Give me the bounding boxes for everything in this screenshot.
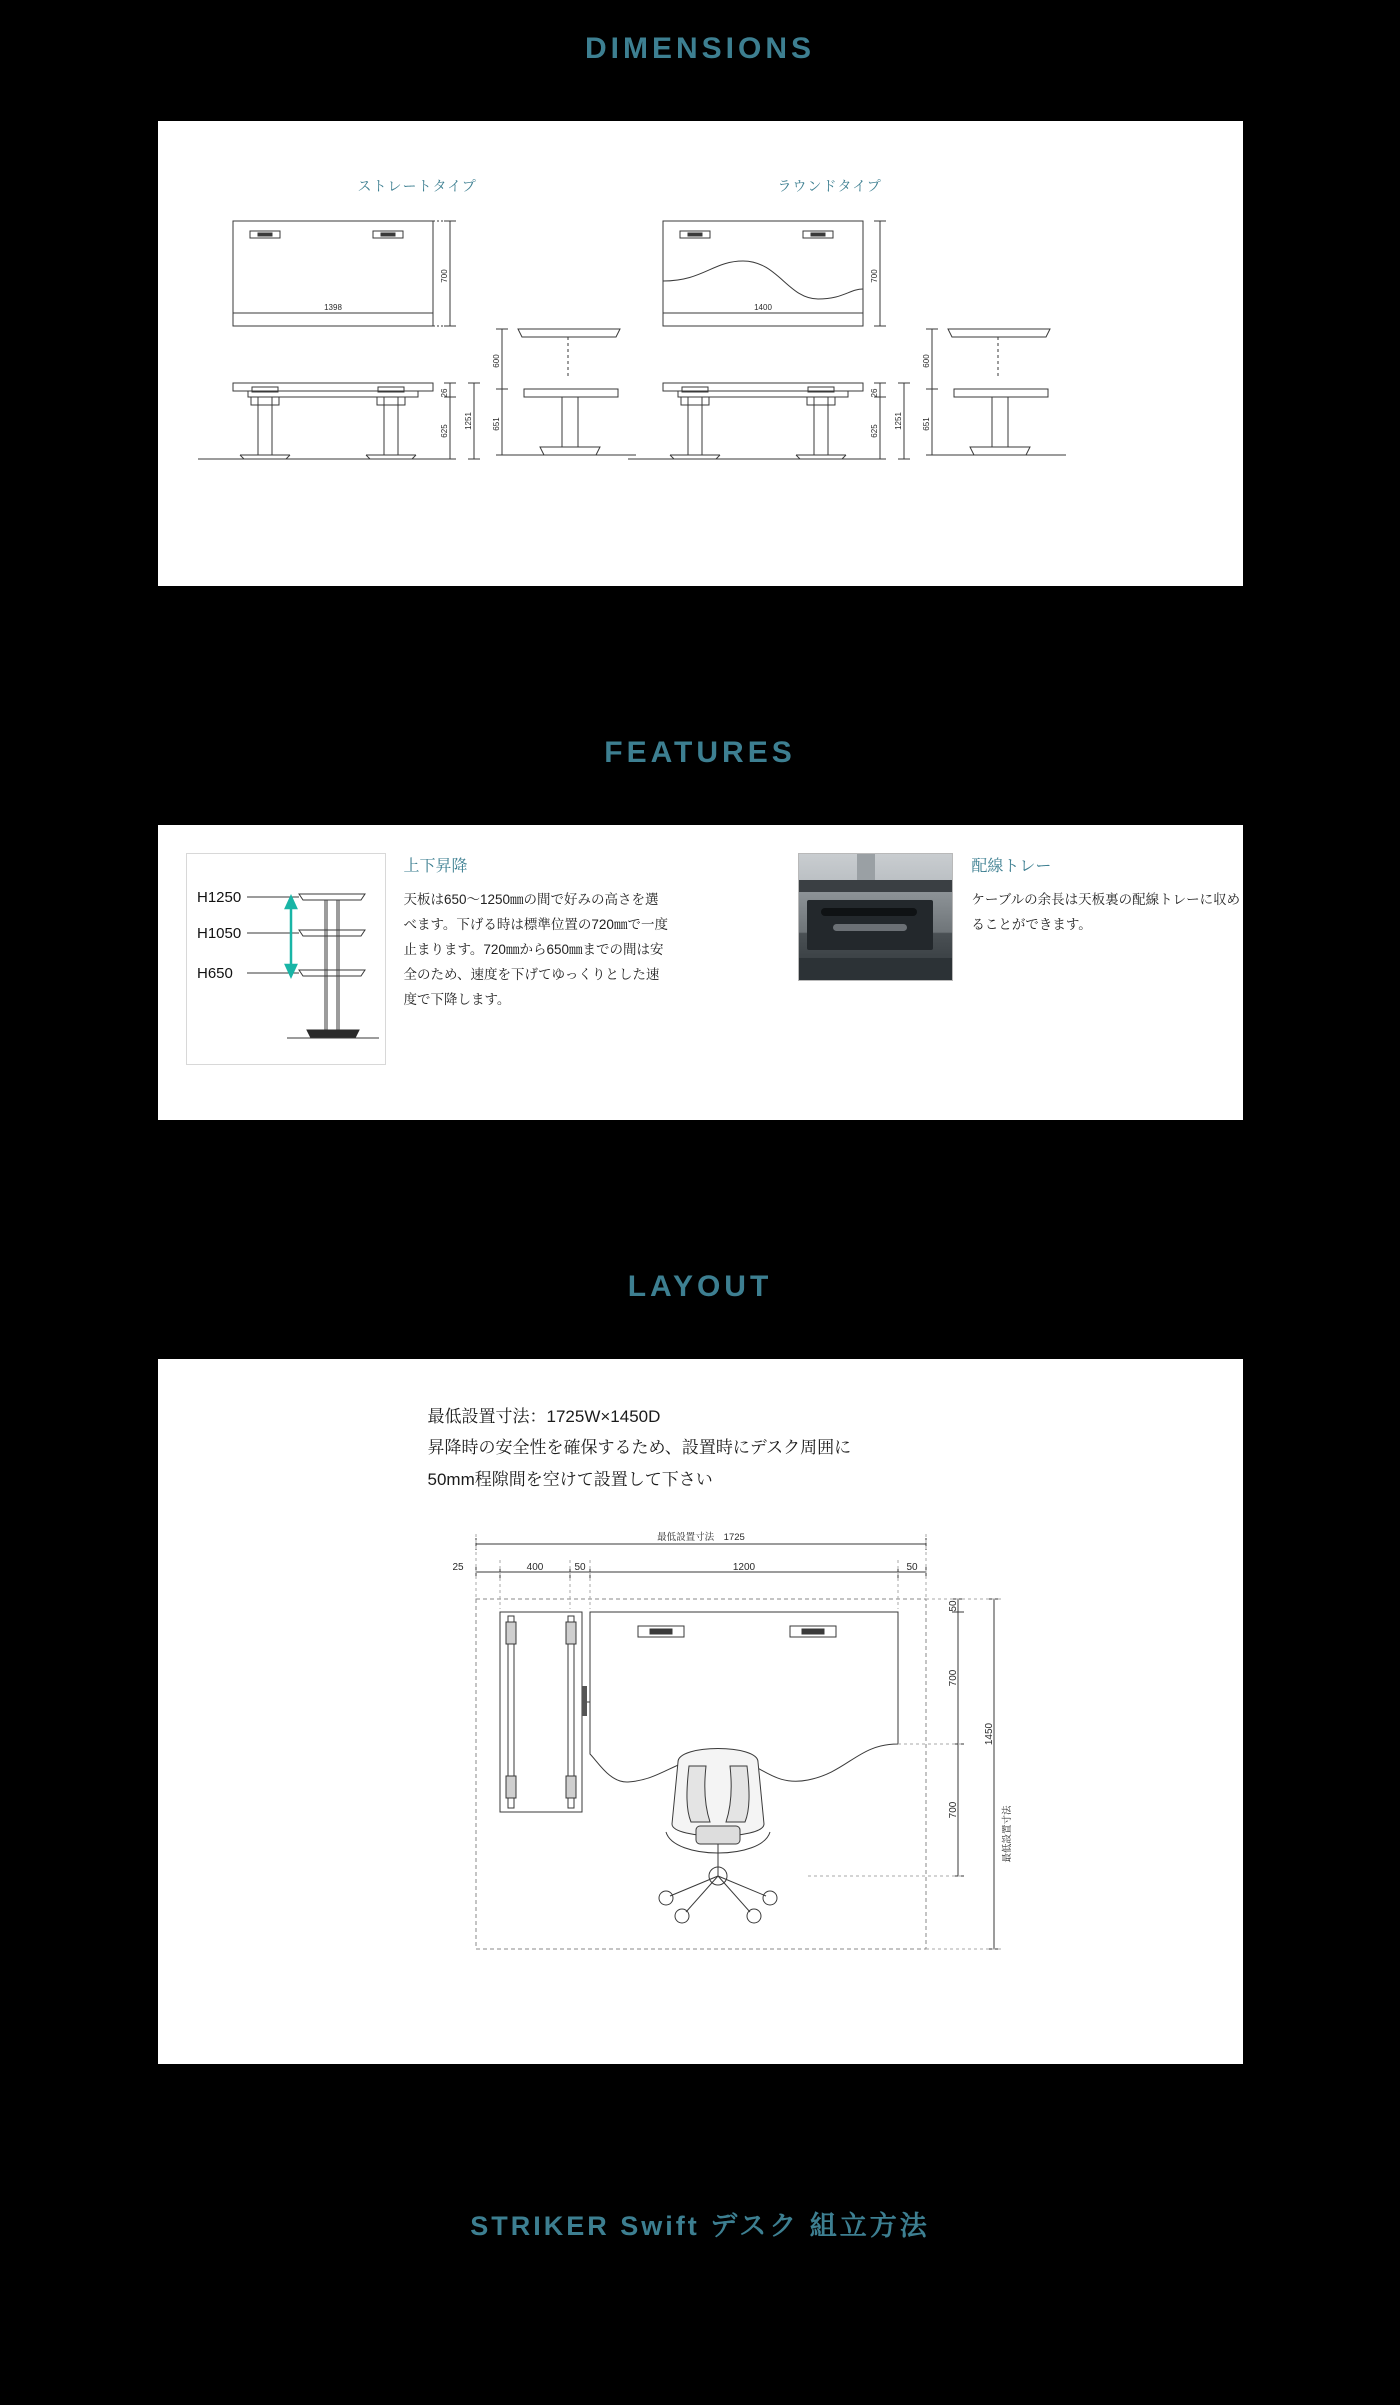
layout-dim-50b: 50 — [905, 1562, 918, 1573]
round-total-value: 1251 — [893, 412, 903, 430]
round-side-min-value: 651 — [921, 417, 931, 431]
feature-heading-height-adjust: 上下昇降 — [403, 858, 468, 875]
height-diagram-figure — [186, 853, 386, 1065]
feature-item-cable-tray — [798, 853, 1242, 981]
feature-item-height-adjust — [186, 853, 669, 1065]
straight-side-min-value: 651 — [491, 417, 501, 431]
height-label-1250: H1250 — [196, 889, 241, 906]
cable-tray-photo — [798, 853, 953, 981]
section-title-layout: LAYOUT — [627, 1270, 773, 1303]
straight-total-value: 1251 — [463, 412, 473, 430]
section-title-dimensions: DIMENSIONS — [584, 32, 816, 65]
layout-dim-700b: 700 — [947, 1801, 959, 1819]
layout-dim-25: 25 — [451, 1562, 464, 1573]
straight-depth-value: 700 — [439, 269, 449, 283]
straight-side-max-value: 600 — [491, 354, 501, 368]
round-depth-value: 700 — [869, 269, 879, 283]
dimensions-panel — [158, 121, 1243, 586]
layout-note-line-1: 最低設置寸法：1725W×1450D — [427, 1407, 661, 1426]
straight-thickness-value: 26 — [439, 388, 449, 398]
round-type-svg — [618, 121, 1178, 586]
round-side-max-value: 600 — [921, 354, 931, 368]
layout-dim-50-right: 50 — [947, 1600, 959, 1612]
straight-type-label: ストレートタイプ — [357, 178, 477, 194]
layout-dim-right-caption: 最低設置寸法 — [1001, 1805, 1013, 1863]
photo-base — [799, 958, 952, 980]
layout-dim-1450: 1450 — [983, 1722, 995, 1746]
straight-leg-value: 625 — [439, 424, 449, 438]
product-spec-page — [0, 32, 1400, 2303]
features-panel — [158, 825, 1243, 1120]
layout-dim-50a: 50 — [573, 1562, 586, 1573]
layout-note — [428, 1401, 852, 1495]
feature-text-cable-tray — [953, 853, 1242, 938]
round-thickness-value: 26 — [869, 388, 879, 398]
straight-width-value: 1398 — [323, 303, 342, 312]
layout-note-line-3: 50mm程隙間を空けて設置して下さい — [427, 1469, 713, 1489]
photo-cable-b — [833, 924, 907, 931]
layout-note-line-2: 昇降時の安全性を確保するため、設置時にデスク周囲に — [427, 1438, 852, 1458]
footer-title: STRIKER Swift デスク 組立方法 — [470, 2211, 930, 2241]
layout-dim-top-caption: 最低設置寸法 1725 — [656, 1532, 745, 1543]
height-label-650: H650 — [196, 965, 233, 982]
round-type-label: ラウンドタイプ — [777, 178, 882, 194]
height-label-1050: H1050 — [196, 925, 241, 942]
photo-cable-a — [821, 908, 917, 916]
layout-dim-1200: 1200 — [732, 1562, 755, 1573]
round-type-drawing — [618, 121, 1178, 586]
height-diagram-svg — [187, 854, 385, 1064]
photo-bar — [799, 880, 952, 892]
layout-dim-400: 400 — [526, 1562, 543, 1573]
feature-text-height-adjust — [386, 853, 669, 1013]
section-title-features: FEATURES — [604, 736, 796, 769]
layout-drawing-svg — [158, 1504, 1243, 2064]
round-leg-value: 625 — [869, 424, 879, 438]
layout-dim-700a: 700 — [947, 1669, 959, 1687]
feature-heading-cable-tray: 配線トレー — [971, 858, 1052, 875]
feature-body-cable-tray: ケーブルの余長は天板裏の配線トレーに収めることができます。 — [971, 892, 1241, 932]
round-width-value: 1400 — [753, 303, 772, 312]
feature-body-height-adjust: 天板は650〜1250㎜の間で好みの高さを選べます。下げる時は標準位置の720㎜で一度止まります。720㎜から650㎜までの間は安全のため、速度を下げてゆっくりとした速度で下降します。 — [403, 892, 668, 1007]
layout-panel — [158, 1359, 1243, 2064]
